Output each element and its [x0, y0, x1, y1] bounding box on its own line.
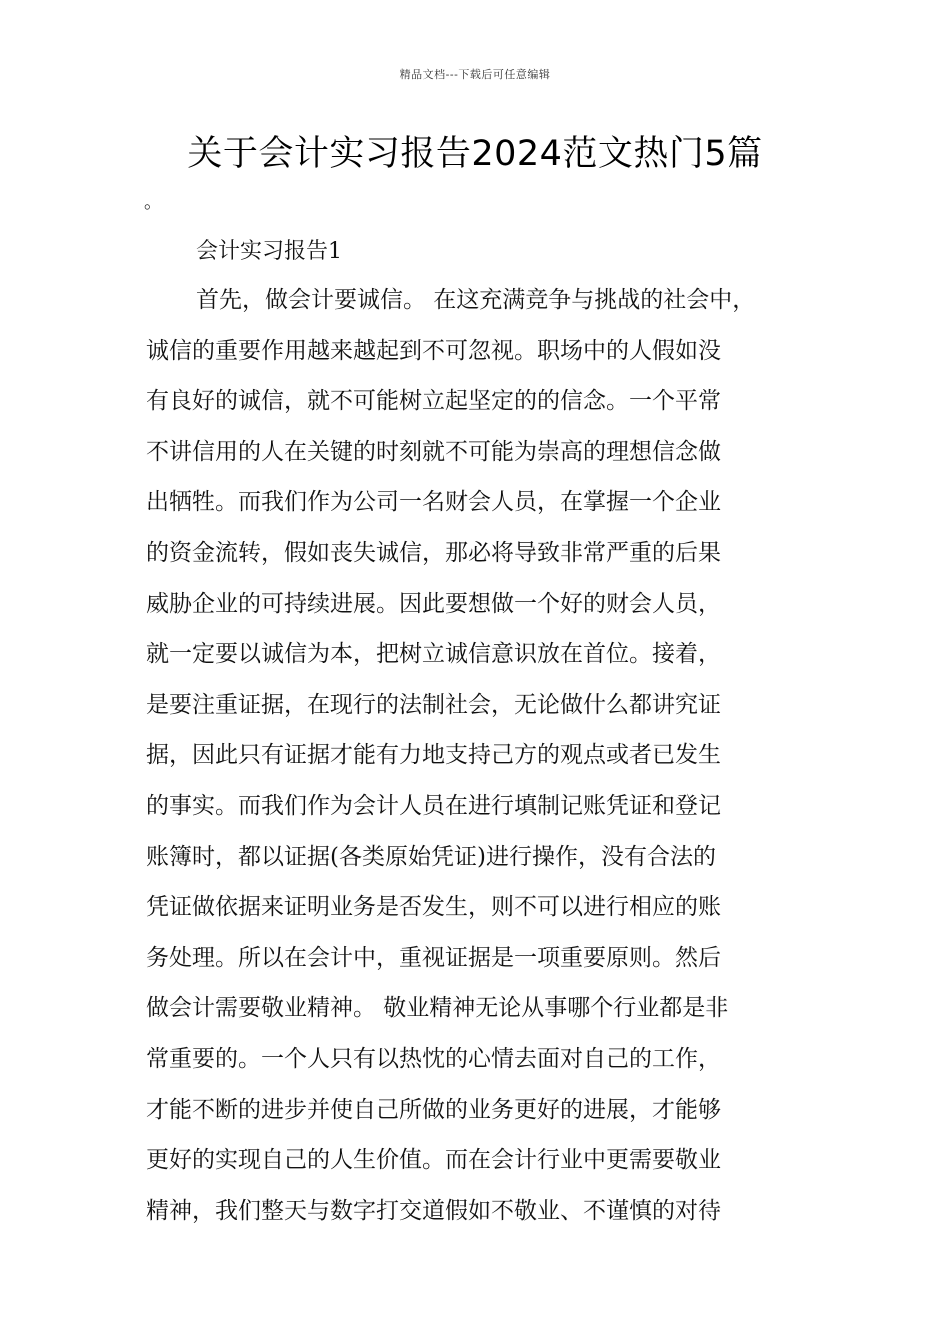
body-line: 凭证做依据来证明业务是否发生，则不可以进行相应的账 — [146, 894, 721, 921]
body-line: 诚信的重要作用越来越起到不可忽视。职场中的人假如没 — [146, 337, 721, 364]
body-line: 务处理。所以在会计中，重视证据是一项重要原则。然后 — [146, 944, 721, 971]
section-heading: 会计实习报告1 — [196, 239, 342, 264]
stray-punctuation: 。 — [144, 192, 162, 213]
body-line: 是要注重证据，在现行的法制社会，无论做什么都讲究证 — [146, 691, 721, 718]
body-line: 更好的实现自己的人生价值。而在会计行业中更需要敬业 — [146, 1147, 721, 1174]
body-line: 的事实。而我们作为会计人员在进行填制记账凭证和登记 — [146, 792, 721, 819]
body-line: 就一定要以诚信为本，把树立诚信意识放在首位。接着， — [146, 641, 721, 668]
body-line: 据，因此只有证据才能有力地支持己方的观点或者已发生 — [146, 742, 721, 769]
body-line: 做会计需要敬业精神。 敬业精神无论从事哪个行业都是非 — [146, 995, 729, 1022]
body-line: 常重要的。一个人只有以热忱的心情去面对自己的工作， — [146, 1045, 721, 1072]
body-line: 首先，做会计要诚信。 在这充满竞争与挑战的社会中， — [196, 287, 756, 313]
body-line: 有良好的诚信，就不可能树立起坚定的的信念。一个平常 — [146, 388, 721, 415]
body-line: 出牺牲。而我们作为公司一名财会人员，在掌握一个企业 — [146, 489, 721, 516]
body-line: 威胁企业的可持续进展。因此要想做一个好的财会人员， — [146, 590, 721, 617]
body-line: 账簿时，都以证据(各类原始凭证)进行操作，没有合法的 — [146, 843, 716, 870]
body-text — [146, 282, 826, 1243]
body-line: 才能不断的进步并使自己所做的业务更好的进展，才能够 — [146, 1096, 721, 1123]
body-line: 不讲信用的人在关键的时刻就不可能为崇高的理想信念做 — [146, 438, 721, 465]
body-line: 的资金流转，假如丧失诚信，那必将导致非常严重的后果 — [146, 539, 721, 566]
body-line: 精神，我们整天与数字打交道假如不敬业、不谨慎的对待 — [146, 1197, 721, 1224]
document-title: 关于会计实习报告2024范文热门5篇 — [187, 134, 763, 174]
header-note: 精品文档---下载后可任意编辑 — [399, 68, 551, 81]
